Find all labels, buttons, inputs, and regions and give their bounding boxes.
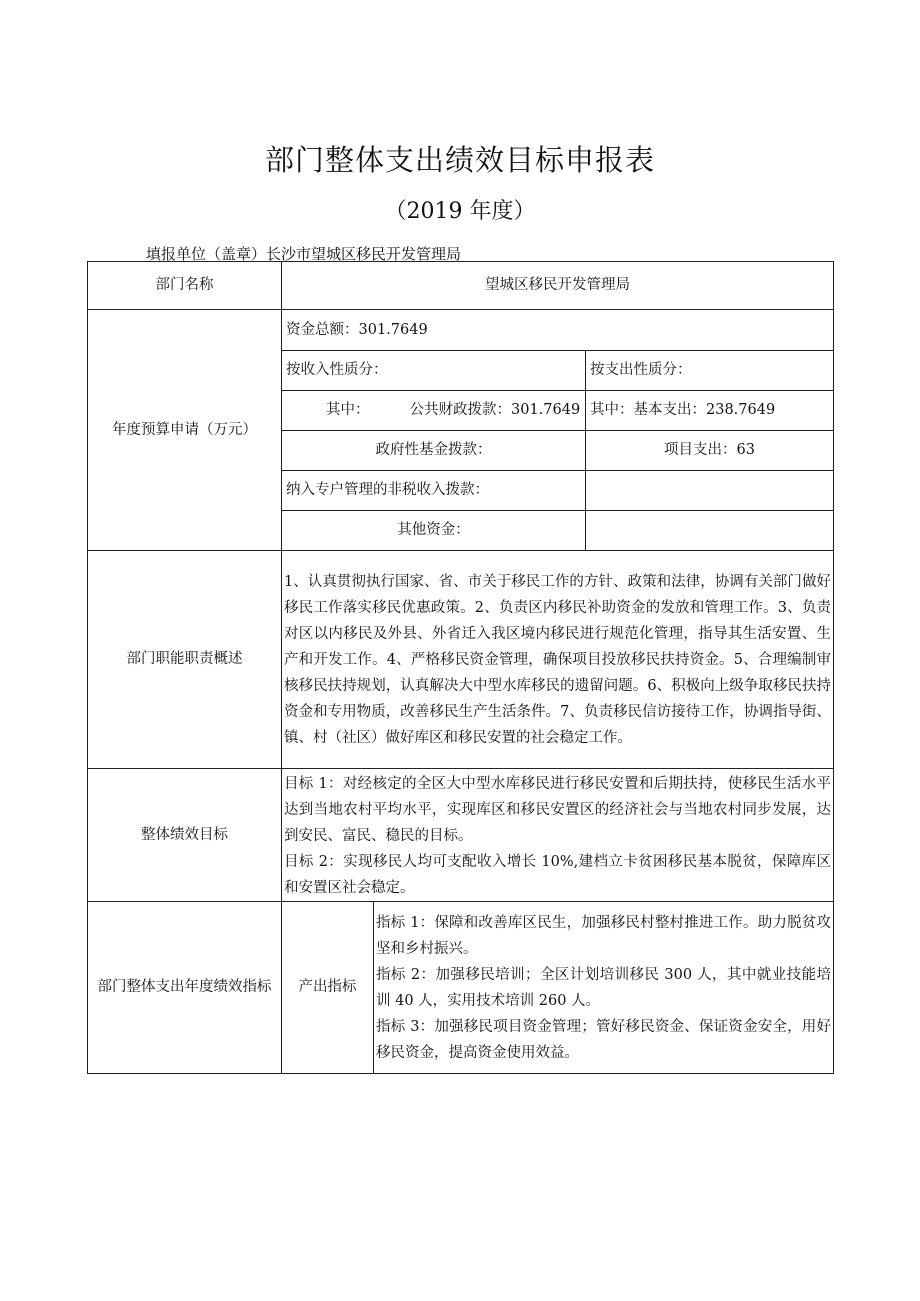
dept-name-label: 部门名称: [88, 262, 282, 310]
other-funds-label: 其他资金：: [282, 511, 586, 551]
expense-nature-label: 按支出性质分：: [586, 351, 834, 391]
empty-cell: [586, 511, 834, 551]
duties-text: 1、认真贯彻执行国家、省、市关于移民工作的方针、政策和法律，协调有关部门做好移民工作落实移民优惠政策。2、负责区内移民补助资金的发放和管理工作。3、负责对区以内移民及外县、外省迁入我区境内移民进行规范化管理，指导其生活安置、生产和开发工作。4、严格移民资金管理，确保项目投放移民扶持资金。5、合理编制审核移民扶持规划，认真解决大中型水库移民的遗留问题。6、积极向上级争取移民扶持资金和专用物质，改善移民生产生活条件。7、负责移民信访接待工作，协调指导街、镇、村（社区）做好库区和移民安置的社会稳定工作。: [282, 551, 834, 769]
reporting-unit: 填报单位（盖章）长沙市望城区移民开发管理局: [146, 245, 462, 263]
basic-expense-value: 其中：基本支出：238.7649: [586, 391, 834, 431]
project-expense-value: 项目支出：63: [586, 431, 834, 471]
overall-goal-1: 目标 1：对经核定的全区大中型水库移民进行移民安置和后期扶持，使移民生活水平达到当地农村平均水平，实现库区和移民安置区的经济社会与当地农村同步发展，达到安民、富民、稳民的目标。: [284, 776, 832, 844]
gov-fund-label: 政府性基金拨款：: [282, 431, 586, 471]
performance-target-table: [87, 261, 834, 1074]
budget-label: 年度预算申请（万元）: [88, 310, 282, 551]
budget-total: 资金总额：301.7649: [282, 310, 834, 351]
overall-goal-label: 整体绩效目标: [88, 769, 282, 902]
document-title: 部门整体支出绩效目标申报表: [264, 143, 655, 177]
indicator-3: 指标 3：加强移民项目资金管理；管好移民资金、保证资金安全，用好移民资金，提高资金使用效益。: [376, 1018, 832, 1061]
income-nature-label: 按收入性质分：: [282, 351, 586, 391]
overall-goal-2: 目标 2：实现移民人均可支配收入增长 10%,建档立卡贫困移民基本脱贫，保障库区和安置区社会稳定。: [284, 854, 832, 896]
of-which-label: 其中：: [326, 402, 370, 418]
indicator-2: 指标 2：加强移民培训；全区计划培训移民 300 人，其中就业技能培训 40 人，实用技术培训 260 人。: [376, 966, 832, 1009]
output-indicators-label: 产出指标: [282, 902, 374, 1074]
overall-goal-cell: [282, 769, 834, 902]
dept-name-value: 望城区移民开发管理局: [282, 262, 834, 310]
annual-indicators-label: 部门整体支出年度绩效指标: [88, 902, 282, 1074]
public-finance-row: [282, 391, 586, 431]
indicator-1: 指标 1：保障和改善库区民生，加强移民村整村推进工作。助力脱贫攻坚和乡村振兴。: [376, 914, 832, 957]
public-finance-value: 公共财政拨款：301.7649: [409, 402, 581, 418]
duties-label: 部门职能职责概述: [88, 551, 282, 769]
document-year: （2019 年度）: [384, 199, 536, 224]
empty-cell: [586, 471, 834, 511]
non-tax-income-label: 纳入专户管理的非税收入拨款：: [282, 471, 586, 511]
indicators-cell: [374, 902, 834, 1074]
